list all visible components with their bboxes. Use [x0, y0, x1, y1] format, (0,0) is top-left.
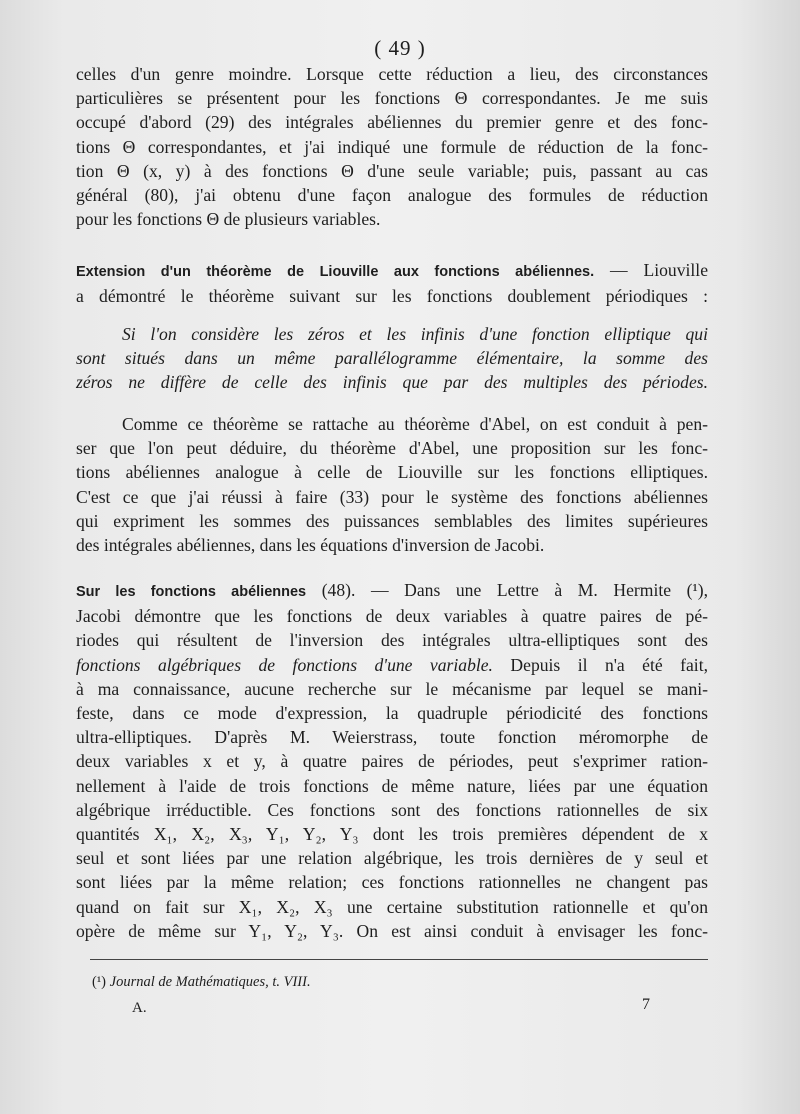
heading-continuation: — Liouville [594, 260, 709, 280]
footnote-text: Journal de Mathématiques, t. VIII. [106, 974, 311, 990]
text-line: Si l'on considère les zéros et les infinis d'une fonction elliptique qui [122, 324, 708, 344]
text-line: tion Θ (x, y) à des fonctions Θ d'une seule variable; puis, passant au cas [76, 160, 708, 181]
text-line: occupé d'abord (29) des intégrales abéliennes du premier genre et des fonc- [76, 112, 708, 133]
footnote-divider [90, 959, 708, 960]
text-line: des intégrales abéliennes, dans les équations d'inversion de Jacobi. [76, 535, 545, 556]
text-line: C'est ce que j'ai réussi à faire (33) pour le système des fonctions abéliennes [76, 486, 708, 507]
text-line: sont liées par la même relation; ces fonctions rationnelles ne changent pas [76, 872, 708, 893]
text-line: ultra-elliptiques. D'après M. Weierstrass, toute fonction méromorphe de [76, 727, 708, 748]
text-line: qui expriment les sommes des puissances semblables des limites supérieures [76, 510, 708, 531]
text-line: seul et sont liées par une relation algébrique, les trois dernières de y seul et [76, 848, 708, 869]
text-line: algébrique irréductible. Ces fonctions sont des fonctions rationnelles de six [76, 799, 708, 820]
paragraph-abel [76, 412, 708, 557]
text-line: celles d'un genre moindre. Lorsque cette réduction a lieu, des circonstances [76, 64, 708, 84]
paragraph-reduction [76, 62, 708, 231]
text-line: général (80), j'ai obtenu d'une façon analogue des formules de réduction [76, 185, 708, 206]
text-line [76, 258, 708, 284]
footnote-marker: (¹) [92, 974, 107, 990]
signature-number: 7 [642, 996, 650, 1013]
text-line [76, 653, 708, 677]
text-line: quantités X₁, X₂, X₃, Y₁, Y₂, Y₃ dont les trois premières dépendent de x [76, 824, 708, 845]
text-line: feste, dans ce mode d'expression, la quadruple périodicité des fonctions [76, 703, 708, 724]
text-line: sont situés dans un même parallélogramme élémentaire, la somme des [76, 348, 708, 369]
text-line: a démontré le théorème suivant sur les fonctions doublement périodiques : [76, 286, 708, 307]
text-line: tions Θ correspondantes, et j'ai indiqué une formule de réduction de la fonc- [76, 136, 708, 157]
text-line: Jacobi démontre que les fonctions de deux variables à quatre paires de pé- [76, 606, 708, 627]
text-line: zéros ne diffère de celle des infinis que par des multiples des périodes. [76, 372, 708, 393]
text-line: nellement à l'aide de trois fonctions de même nature, liées par une équation [76, 775, 708, 796]
paragraph-liouville-extension [76, 258, 708, 308]
text-line: riodes qui résultent de l'inversion des intégrales ultra-elliptiques sont des [76, 630, 708, 651]
text-line: Comme ce théorème se rattache au théorème d'Abel, on est conduit à pen- [122, 414, 708, 434]
paragraph-abelian-functions [76, 578, 708, 943]
footnote [92, 974, 311, 991]
signature-letter: A. [132, 1000, 147, 1016]
text-line: deux variables x et y, à quatre paires de périodes, peut s'exprimer ration- [76, 751, 708, 772]
section-heading-abeliennes: Sur les fonctions abéliennes [76, 584, 307, 600]
text-line: ser que l'on peut déduire, du théorème d'Abel, une proposition sur les fonc- [76, 438, 708, 459]
text-line: tions abéliennes analogue à celle de Liouville sur les fonctions elliptiques. [76, 462, 708, 483]
theorem-statement [76, 322, 708, 395]
italic-phrase: fonctions algébriques de fonctions d'une variable. [76, 654, 493, 675]
heading-continuation: (48). — Dans une Lettre à M. Hermite (¹), [306, 580, 708, 600]
text-span: Depuis il n'a été fait, [492, 654, 708, 675]
section-heading-liouville: Extension d'un théorème de Liouville aux fonctions abéliennes. [76, 264, 595, 280]
text-line: quand on fait sur X₁, X₂, X₃ une certaine substitution rationnelle et qu'on [76, 896, 708, 917]
page-number: ( 49 ) [374, 36, 426, 60]
text-line: opère de même sur Y₁, Y₂, Y₃. On est ainsi conduit à envisager les fonc- [76, 920, 708, 941]
text-line: pour les fonctions Θ de plusieurs variables. [76, 209, 381, 230]
text-line: particulières se présentent pour les fonctions Θ correspondantes. Je me suis [76, 88, 708, 109]
text-line: à ma connaissance, aucune recherche sur le mécanisme par lequel se mani- [76, 678, 708, 699]
text-line [76, 578, 708, 604]
